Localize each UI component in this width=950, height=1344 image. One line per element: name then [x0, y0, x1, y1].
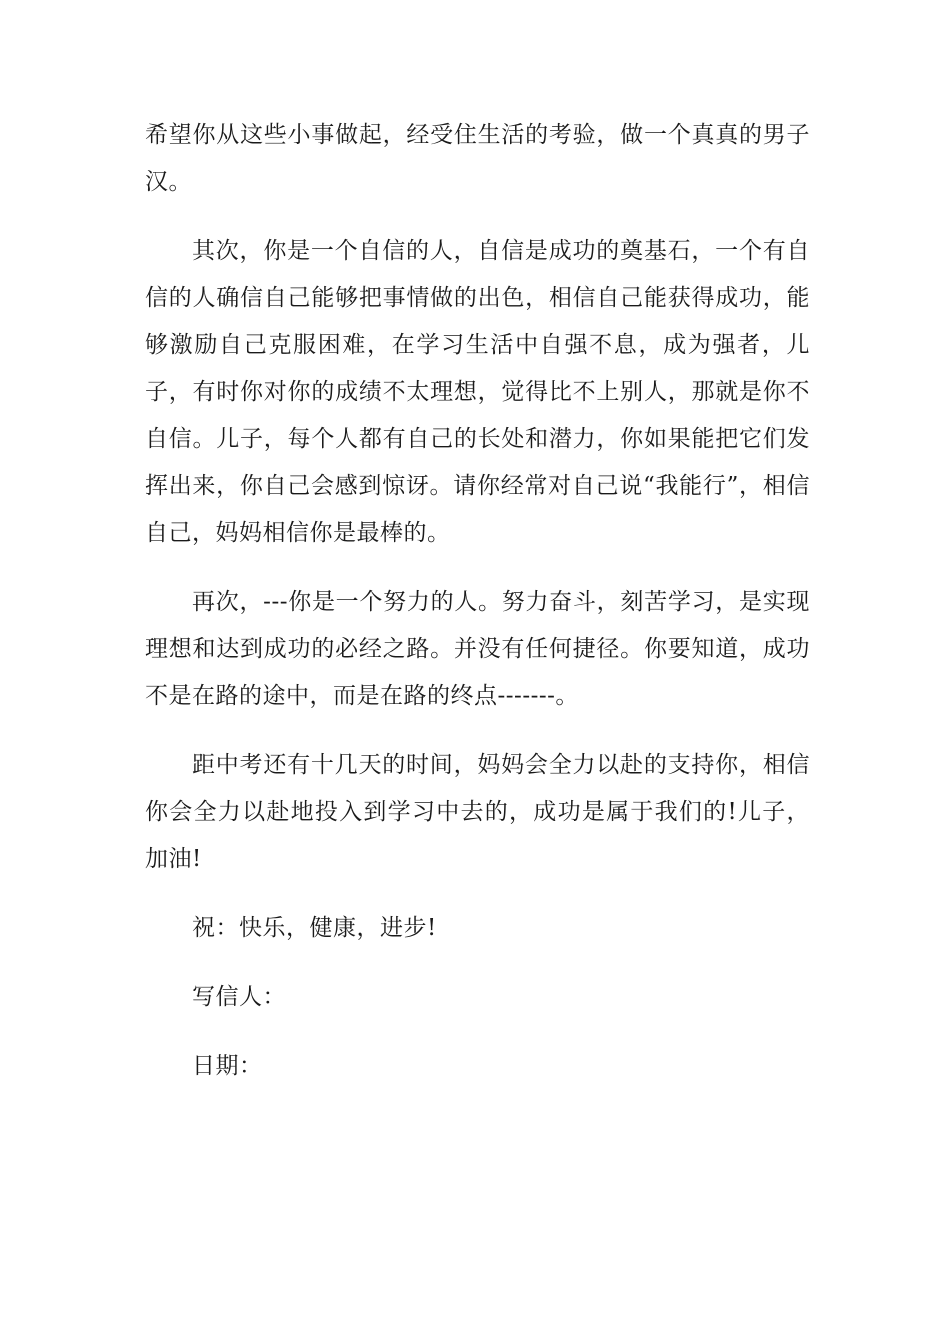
closing-wishes: 祝：快乐，健康，进步! — [192, 915, 437, 941]
writer-label: 写信人： — [192, 984, 286, 1010]
date-label: 日期： — [192, 1053, 263, 1079]
paragraph-intro-continuation: 希望你从这些小事做起，经受住生活的考验，做一个真真的男子汉。 — [145, 122, 810, 195]
paragraph-exam-encouragement: 距中考还有十几天的时间，妈妈会全力以赴的支持你，相信你会全力以赴地投入到学习中去的，成功是属于我们的!儿子，加油! — [145, 752, 810, 872]
letter-page — [145, 112, 810, 1112]
paragraph-confidence: 其次，你是一个自信的人，自信是成功的奠基石，一个有自信的人确信自己能够把事情做的出色，相信自己能获得成功，能够激励自己克服困难，在学习生活中自强不息，成为强者，儿子，有时你对你的成绩不太理想，觉得比不上别人，那就是你不自信。儿子，每个人都有自己的长处和潜力，你如果能把它们发挥出来，你自己会感到惊讶。请你经常对自己说“我能行”，相信自己，妈妈相信你是最棒的。 — [145, 238, 810, 546]
paragraph-effort: 再次，---你是一个努力的人。努力奋斗，刻苦学习，是实现理想和达到成功的必经之路。并没有任何捷径。你要知道，成功不是在路的途中，而是在路的终点-------。 — [145, 589, 810, 709]
